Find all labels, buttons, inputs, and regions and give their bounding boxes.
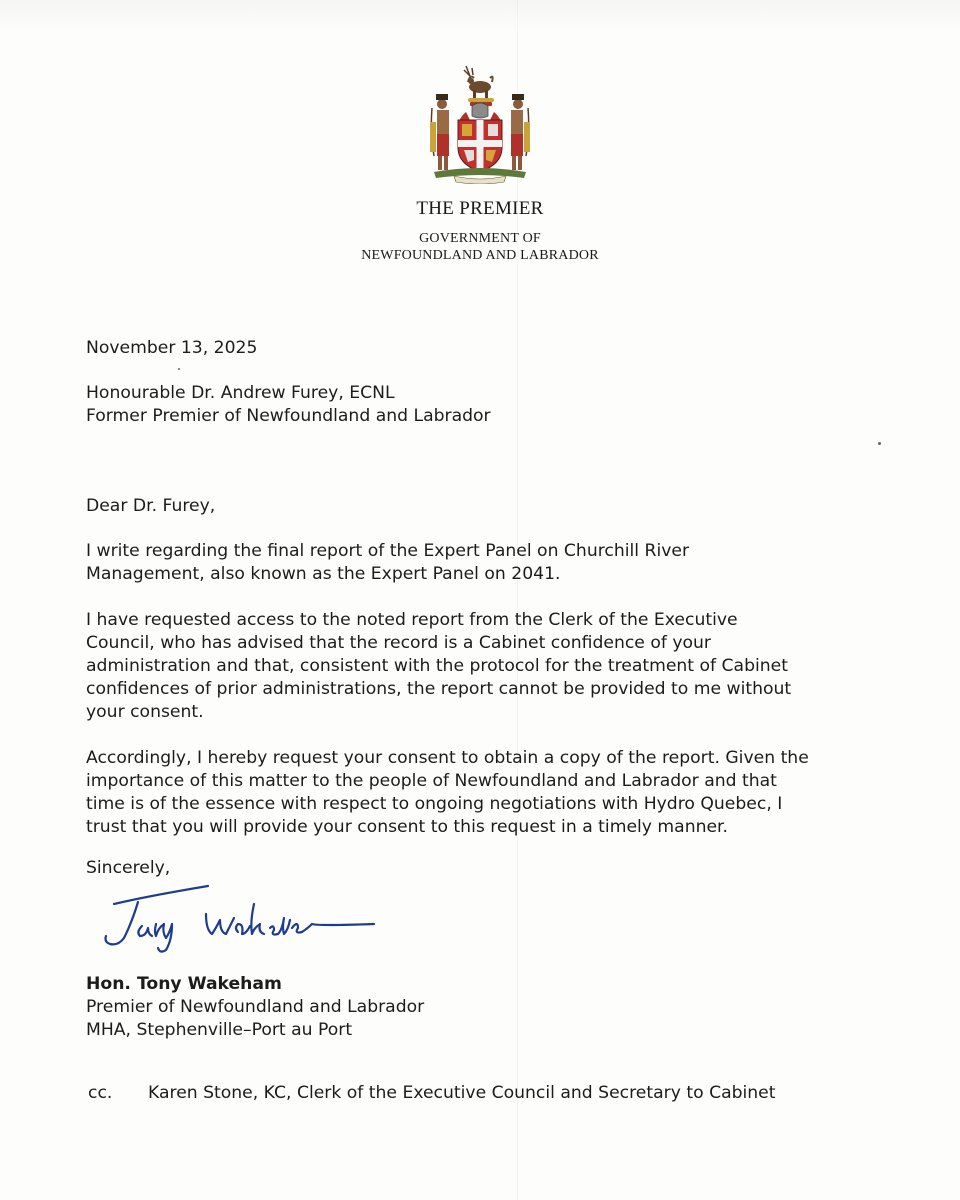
cc-label: cc. — [88, 1083, 113, 1103]
body-paragraph-3 — [86, 747, 886, 839]
left-supporter-icon — [430, 94, 449, 170]
body-paragraph-2 — [86, 609, 886, 724]
signer-title: Premier of Newfoundland and Labrador — [86, 997, 425, 1017]
paragraph-line: Council, who has advised that the record is a Cabinet confidence of your — [86, 633, 712, 653]
letterhead-title: THE PREMIER — [416, 198, 544, 219]
signer-name: Hon. Tony Wakeham — [86, 974, 282, 994]
signature-stroke — [106, 886, 375, 952]
paragraph-line: trust that you will provide your consent to this request in a timely manner. — [86, 817, 729, 837]
paragraph-line: your consent. — [86, 702, 204, 722]
coat-of-arms-icon — [428, 60, 532, 184]
recipient-title: Former Premier of Newfoundland and Labrador — [86, 406, 491, 426]
paper-speck — [878, 442, 881, 445]
salutation: Dear Dr. Furey, — [86, 496, 216, 516]
paragraph-line: Accordingly, I hereby request your consent to obtain a copy of the report. Given the — [86, 748, 809, 768]
right-supporter-icon — [511, 94, 530, 170]
moose-crest-icon — [464, 66, 494, 106]
cc-recipient: Karen Stone, KC, Clerk of the Executive Council and Secretary to Cabinet — [148, 1083, 776, 1103]
signature-icon — [88, 884, 378, 954]
paragraph-line: I write regarding the final report of the Expert Panel on Churchill River — [86, 541, 690, 561]
letter-date: November 13, 2025 — [86, 338, 258, 358]
paragraph-line: time is of the essence with respect to ongoing negotiations with Hydro Quebec, I — [86, 794, 783, 814]
shield-icon — [458, 120, 502, 172]
signer-riding: MHA, Stephenville–Port au Port — [86, 1020, 353, 1040]
paragraph-line: administration and that, consistent with the protocol for the treatment of Cabinet — [86, 656, 788, 676]
paper-shadow — [0, 0, 960, 30]
paragraph-line: I have requested access to the noted report from the Clerk of the Executive — [86, 610, 738, 630]
letterhead-government: GOVERNMENT OF — [419, 231, 541, 246]
paragraph-line: Management, also known as the Expert Panel on 2041. — [86, 564, 561, 584]
paper-speck — [178, 368, 180, 370]
paragraph-line: confidences of prior administrations, the report cannot be provided to me without — [86, 679, 792, 699]
body-paragraph-1 — [86, 540, 886, 586]
closing: Sincerely, — [86, 858, 171, 878]
paragraph-line: importance of this matter to the people of Newfoundland and Labrador and that — [86, 771, 777, 791]
letterhead-province: NEWFOUNDLAND AND LABRADOR — [361, 248, 599, 263]
recipient-name: Honourable Dr. Andrew Furey, ECNL — [86, 383, 395, 403]
